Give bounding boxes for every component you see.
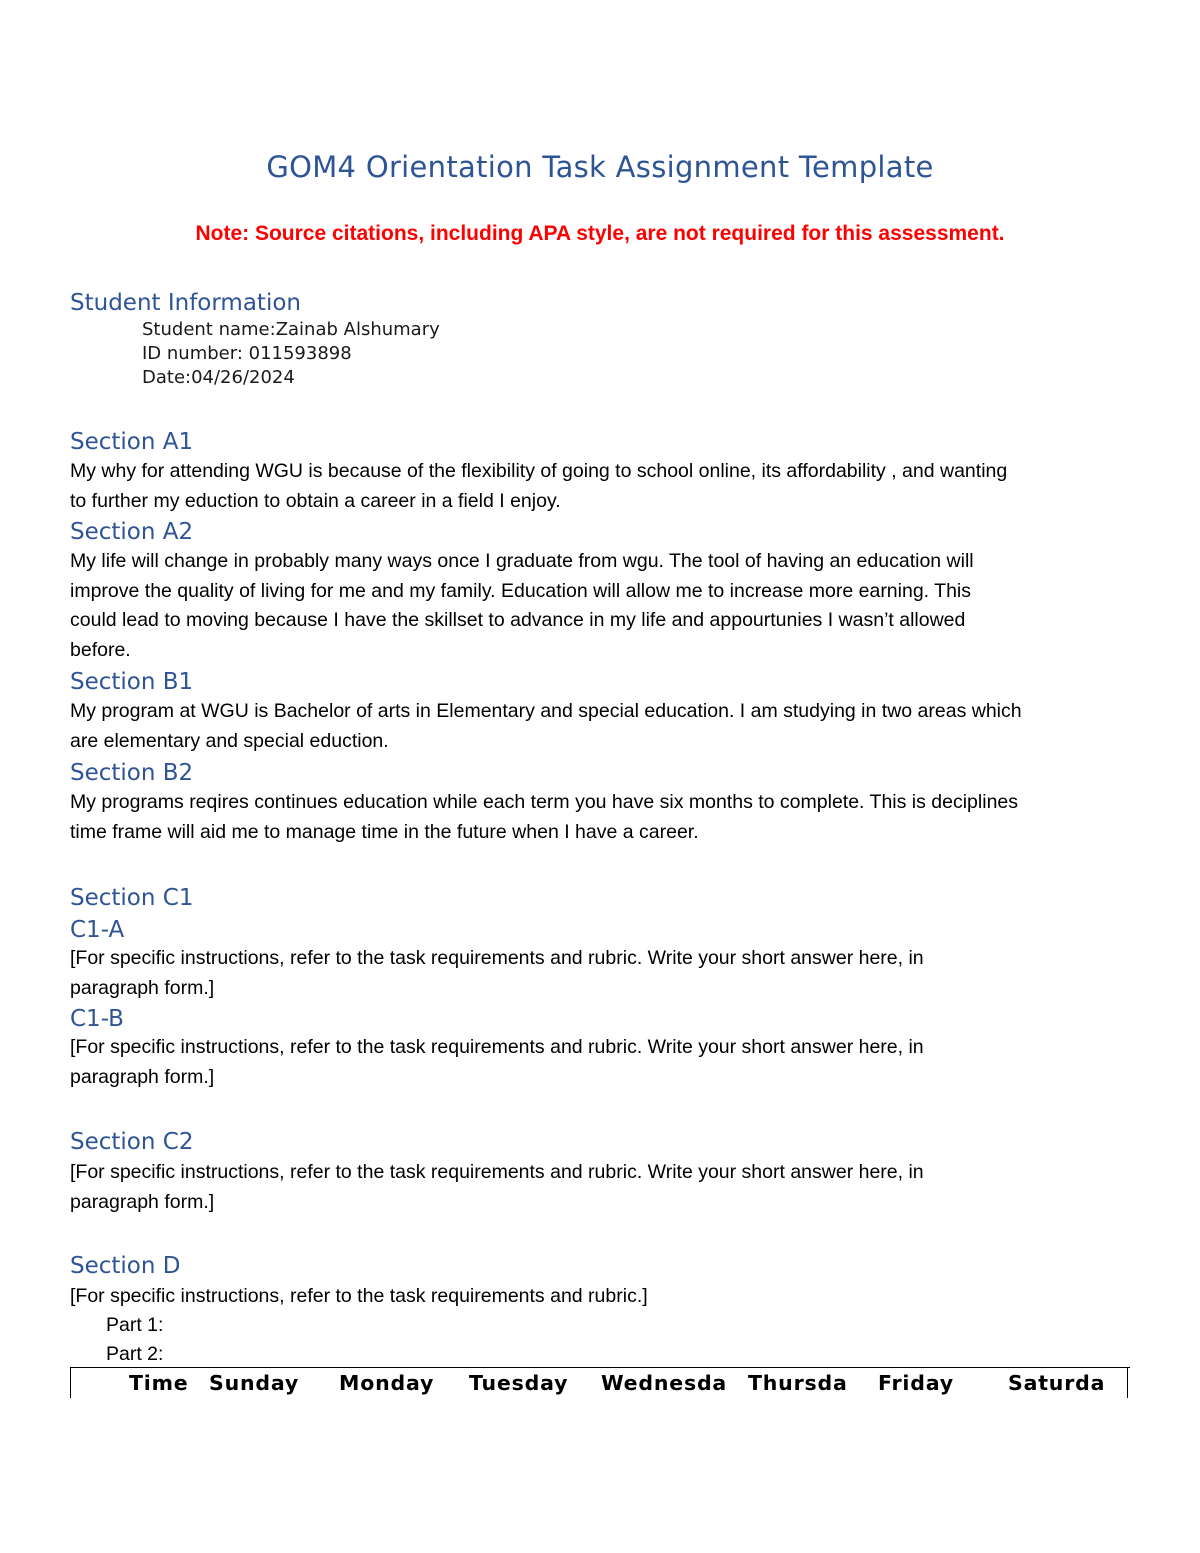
student-name-line: Student name:Zainab Alshumary (142, 319, 440, 340)
section-c2-line: [For specific instructions, refer to the task requirements and rubric. Write your short answer here, in (70, 1161, 924, 1183)
table-header-cell: Friday (878, 1371, 954, 1395)
table-header-cell: Thursda (748, 1371, 848, 1395)
table-header-cell: Saturda (1008, 1371, 1106, 1395)
section-c1a-line: [For specific instructions, refer to the task requirements and rubric. Write your short answer here, in (70, 947, 924, 969)
section-d-part2: Part 2: (106, 1343, 164, 1365)
table-header-cell: Sunday (209, 1371, 299, 1395)
student-information-heading: Student Information (70, 290, 301, 316)
student-date-line: Date:04/26/2024 (142, 367, 295, 388)
section-b2-line: time frame will aid me to manage time in the future when I have a career. (70, 820, 699, 843)
table-header-cell: Wednesda (601, 1371, 728, 1395)
section-c1a-body (70, 944, 1130, 1003)
student-id-line: ID number: 011593898 (142, 343, 352, 364)
section-c1a-heading: C1-A (70, 917, 125, 943)
section-d-heading: Section D (70, 1253, 181, 1279)
section-b2-heading: Section B2 (70, 760, 194, 786)
section-a1-line: My why for attending WGU is because of the flexibility of going to school online, its affordability , and wanting (70, 460, 1008, 482)
section-c1b-heading: C1-B (70, 1006, 124, 1032)
section-c1-heading: Section C1 (70, 885, 194, 911)
table-header-cell: Tuesday (469, 1371, 569, 1395)
document-title: GOM4 Orientation Task Assignment Template (266, 150, 934, 184)
section-d-part1: Part 1: (106, 1314, 164, 1336)
section-c1b-line: [For specific instructions, refer to the task requirements and rubric. Write your short answer here, in (70, 1036, 924, 1058)
section-b1-line: My program at WGU is Bachelor of arts in Elementary and special education. I am studying in two areas which (70, 700, 1022, 722)
section-a2-line: before. (70, 639, 131, 662)
section-a2-line: improve the quality of living for me and my family. Education will allow me to increase more earning. This (70, 579, 971, 602)
section-a1-line: to further my eduction to obtain a career in a field I enjoy. (70, 489, 561, 512)
section-a1-heading: Section A1 (70, 429, 194, 455)
section-a2-heading: Section A2 (70, 519, 194, 545)
section-b2-line: My programs reqires continues education while each term you have six months to complete. This is deciplines (70, 791, 1019, 813)
table-right-border (1127, 1368, 1128, 1398)
section-c1b-body (70, 1033, 1130, 1092)
section-a2-body (70, 547, 1130, 666)
schedule-table-header (70, 1367, 1130, 1398)
section-c2-line: paragraph form.] (70, 1190, 215, 1213)
table-header-cell: Time (129, 1371, 189, 1395)
section-b1-body (70, 697, 1130, 756)
section-a2-line: My life will change in probably many ways once I graduate from wgu. The tool of having an education will (70, 550, 974, 572)
section-b1-heading: Section B1 (70, 669, 194, 695)
section-b2-body (70, 788, 1130, 847)
table-header-cell: Monday (339, 1371, 435, 1395)
section-a2-line: could lead to moving because I have the skillset to advance in my life and appourtunies I wasn’t allowed (70, 609, 966, 632)
citation-note: Note: Source citations, including APA style, are not required for this assessment. (195, 222, 1005, 245)
section-a1-body (70, 457, 1130, 516)
section-c1b-line: paragraph form.] (70, 1065, 215, 1088)
table-left-border (70, 1368, 71, 1398)
section-c2-body (70, 1158, 1130, 1217)
section-d-instructions: [For specific instructions, refer to the task requirements and rubric.] (70, 1285, 648, 1307)
section-c1a-line: paragraph form.] (70, 976, 215, 999)
section-b1-line: are elementary and special eduction. (70, 729, 389, 752)
section-c2-heading: Section C2 (70, 1129, 194, 1155)
